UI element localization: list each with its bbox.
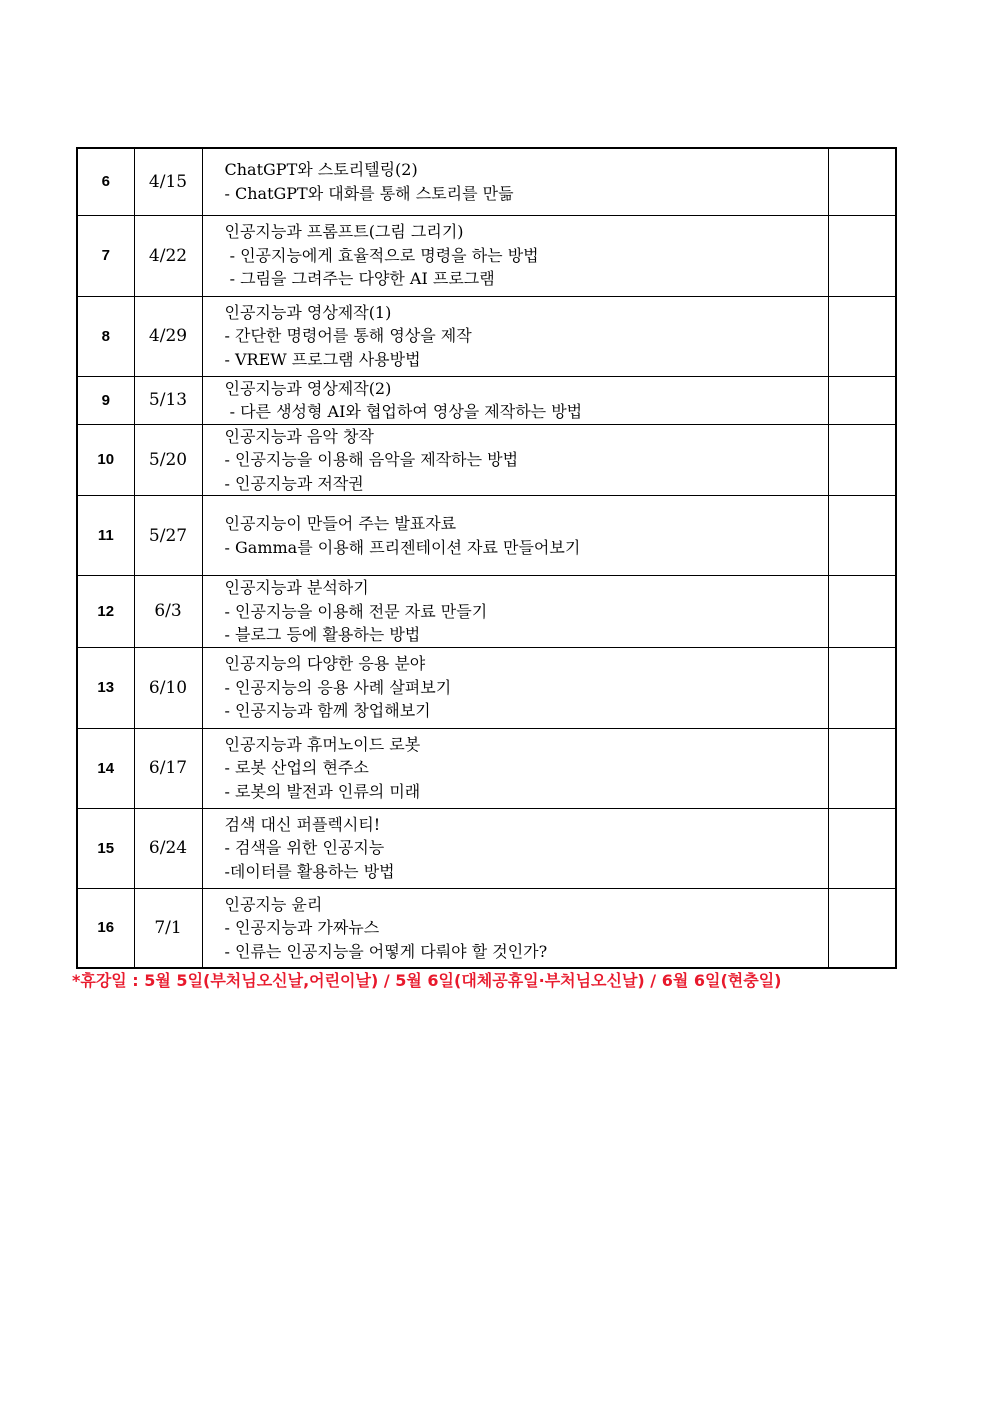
content-detail: - 간단한 명령어를 통해 영상을 제작 [224,326,472,346]
class-content [202,424,828,496]
content-title: 인공지능 윤리 [224,894,323,914]
content-detail: - 그림을 그려주는 다양한 AI 프로그램 [224,269,495,289]
class-date: 5/27 [134,496,202,576]
week-number: 14 [77,728,134,808]
class-date: 5/13 [134,376,202,424]
content-detail: - 인공지능과 함께 창업해보기 [224,701,431,721]
remarks-cell [828,215,896,296]
content-detail: - 인공지능에게 효율적으로 명령을 하는 방법 [224,245,539,265]
content-detail: - 블로그 등에 활용하는 방법 [224,625,421,644]
table-row [77,296,896,376]
content-detail: - 인공지능과 가짜뉴스 [224,918,380,937]
class-content [202,496,828,576]
content-detail: - 인공지능의 응용 사례 살펴보기 [224,677,452,697]
content-title: 인공지능과 분석하기 [224,578,369,597]
content-detail: - 검색을 위한 인공지능 [224,838,385,858]
content-title: 인공지능과 영상제작(2) [224,378,392,398]
content-detail: - Gamma를 이용해 프리젠테이션 자료 만들어보기 [224,537,581,557]
content-title: ChatGPT와 스토리텔링(2) [224,160,418,180]
week-number: 10 [77,424,134,496]
content-detail: - VREW 프로그램 사용방법 [224,349,421,369]
week-number: 7 [77,215,134,296]
class-date: 4/29 [134,296,202,376]
week-number: 8 [77,296,134,376]
class-date: 5/20 [134,424,202,496]
week-number: 11 [77,496,134,576]
remarks-cell [828,496,896,576]
content-detail: - 다른 생성형 AI와 협업하여 영상을 제작하는 방법 [224,402,583,421]
class-date: 6/24 [134,808,202,888]
table-row [77,496,896,576]
table-row [77,424,896,496]
class-content [202,376,828,424]
week-number: 16 [77,888,134,968]
remarks-cell [828,424,896,496]
schedule-body [77,148,896,968]
class-content [202,576,828,648]
week-number: 12 [77,576,134,648]
table-row [77,215,896,296]
table-row [77,576,896,648]
remarks-cell [828,888,896,968]
content-title: 인공지능의 다양한 응용 분야 [224,654,426,674]
content-title: 인공지능과 프롬프트(그림 그리기) [224,222,464,242]
class-date: 6/10 [134,647,202,728]
week-number: 13 [77,647,134,728]
class-content [202,148,828,215]
table-row [77,728,896,808]
week-number: 6 [77,148,134,215]
content-detail: - 로봇의 발전과 인류의 미래 [224,781,421,801]
content-title: 인공지능과 휴머노이드 로봇 [224,734,421,754]
remarks-cell [828,148,896,215]
content-detail: - ChatGPT와 대화를 통해 스토리를 만듦 [224,183,514,203]
content-detail: - 인공지능을 이용해 음악을 제작하는 방법 [224,450,519,469]
content-title: 인공지능과 음악 창작 [224,426,374,446]
content-detail: - 인공지능을 이용해 전문 자료 만들기 [224,601,488,621]
table-row [77,148,896,215]
table-row [77,647,896,728]
week-number: 9 [77,376,134,424]
remarks-cell [828,376,896,424]
class-content [202,808,828,888]
content-detail: -데이터를 활용하는 방법 [224,861,395,881]
class-content [202,296,828,376]
class-content [202,728,828,808]
table-row [77,888,896,968]
content-detail: - 인공지능과 저작권 [224,473,364,493]
class-date: 6/17 [134,728,202,808]
remarks-cell [828,808,896,888]
content-title: 검색 대신 퍼플렉시티! [224,814,381,834]
class-date: 4/15 [134,148,202,215]
class-date: 7/1 [134,888,202,968]
content-title: 인공지능이 만들어 주는 발표자료 [224,514,457,533]
week-number: 15 [77,808,134,888]
holiday-note: *휴강일 : 5월 5일(부처님오신날,어린이날) / 5월 6일(대체공휴일·부처님오신날) / 6월 6일(현충일) [72,971,782,990]
content-detail: - 인류는 인공지능을 어떻게 다뤄야 할 것인가? [224,941,548,961]
class-content [202,215,828,296]
class-date: 4/22 [134,215,202,296]
remarks-cell [828,576,896,648]
remarks-cell [828,728,896,808]
content-detail: - 로봇 산업의 현주소 [224,758,369,778]
schedule-table [76,147,897,969]
content-title: 인공지능과 영상제작(1) [224,302,392,322]
class-date: 6/3 [134,576,202,648]
table-row [77,808,896,888]
class-content [202,888,828,968]
class-content [202,647,828,728]
table-row [77,376,896,424]
remarks-cell [828,647,896,728]
remarks-cell [828,296,896,376]
